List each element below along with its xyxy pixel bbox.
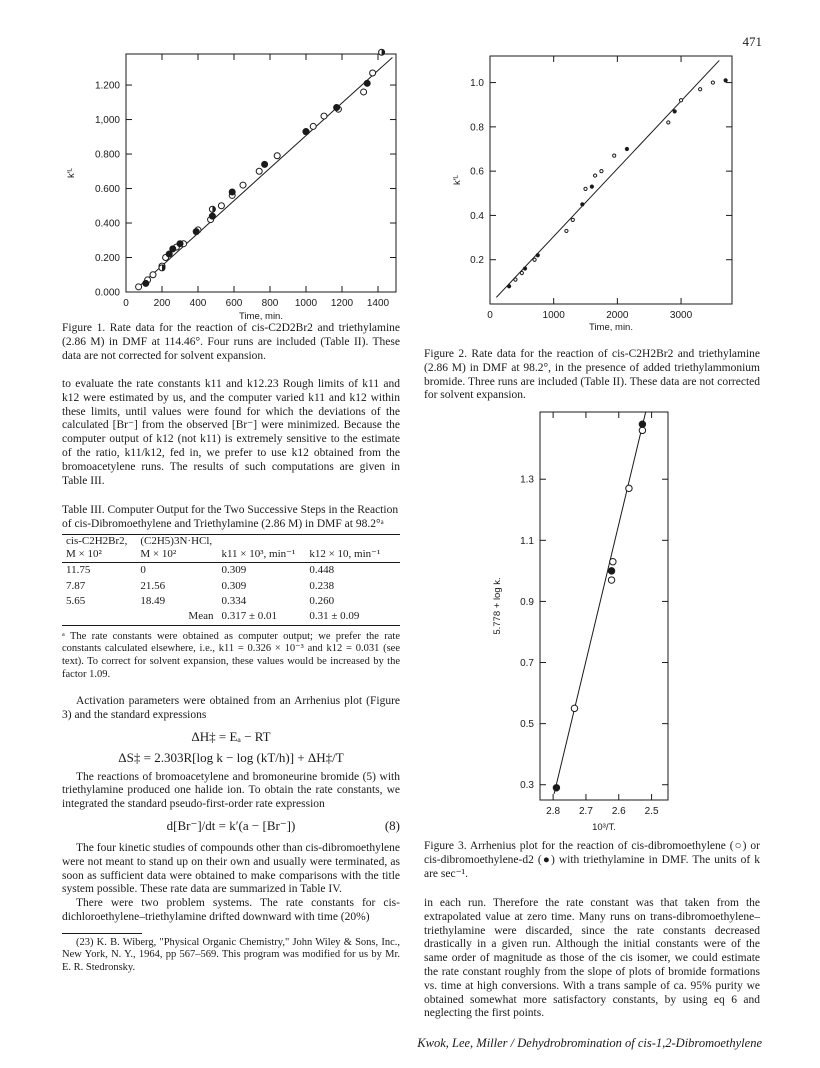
y-tick-label: 0.200: [94, 253, 120, 265]
y-axis-label: 5.778 + log k.: [492, 577, 503, 635]
table-cell: 18.49: [140, 595, 166, 608]
y-tick-label: 0.6: [470, 166, 484, 178]
data-point-open: [310, 123, 316, 129]
data-point-open: [571, 705, 577, 711]
footnote-23: (23) K. B. Wiberg, "Physical Organic Chemistry," John Wiley & Sons, Inc., New York, N. Y., 1964, pp 567–569. This program was modified for us by Mr. E. R. Stedronsky.: [62, 936, 400, 973]
x-tick-label: 600: [225, 298, 243, 309]
equation-entropy: ΔS‡ = 2.303R[log k − log (kT/h)] + ΔH‡/T: [118, 749, 344, 765]
table-cell: 11.75: [66, 564, 91, 577]
y-tick-label: 0.3: [520, 780, 534, 792]
running-footer: Kwok, Lee, Miller / Dehydrobromination of cis-1,2-Dibromoethylene: [417, 1036, 762, 1050]
column-1: [62, 378, 400, 975]
table-cell: 0.317 ± 0.01: [221, 610, 278, 623]
plot-frame: [540, 412, 668, 800]
data-point-filled: [262, 161, 268, 167]
table-cell: 7.87: [66, 579, 86, 592]
figure-3: [480, 408, 700, 840]
data-point-filled: [193, 229, 199, 235]
data-point-open: [610, 559, 616, 565]
data-point-open: [571, 218, 574, 221]
data-point-open: [608, 577, 614, 583]
x-tick-label: 1200: [330, 298, 354, 309]
figure-1-caption: Figure 1. Rate data for the reaction of cis-C2D2Br2 and triethylamine (2.86 M) in DMF at 114.46°. Four runs are included (Table II). These data are not corrected for solvent expansion.: [62, 322, 400, 362]
data-point-filled: [364, 80, 370, 86]
page-number: 471: [742, 34, 762, 49]
x-tick-label: 1000: [294, 298, 318, 309]
data-point-filled: [177, 241, 183, 247]
equation-enthalpy: ΔH‡ = Eₐ − RT: [191, 728, 271, 744]
x-tick-label: 1400: [366, 298, 390, 309]
table-cell: 21.56: [140, 579, 166, 592]
figure-3-caption: Figure 3. Arrhenius plot for the reaction of cis-dibromoethylene (○) or cis-dibromoethylene-d2 (●) with triethylamine in DMF. The units of k are sec⁻¹.: [424, 840, 760, 880]
data-point-open: [321, 113, 327, 119]
data-point-filled: [170, 246, 176, 252]
y-tick-label: 0.4: [470, 210, 484, 222]
data-point-open: [667, 121, 670, 124]
table-header: k11 × 10³, min⁻¹: [221, 547, 296, 560]
x-tick-label: 200: [153, 298, 171, 309]
data-point-filled: [581, 203, 584, 206]
table-cell: 0.448: [309, 564, 335, 577]
x-axis-label: Time, min.: [239, 311, 283, 322]
figure-3-plot: [480, 408, 700, 840]
figure-2-caption: Figure 2. Rate data for the reaction of cis-C2H2Br2 and triethylamine (2.86 M) in DMF at 98.2°, in the presence of added triethylammonium bromide. Three runs are included (Table II). These data are not corrected for solvent expansion.: [424, 348, 760, 402]
table-cell: 0.334: [221, 595, 247, 608]
data-point-open: [256, 168, 262, 174]
table-mean-label: Mean: [188, 610, 214, 623]
data-point-filled: [536, 254, 539, 257]
data-point-open: [533, 258, 536, 261]
figure-1: [62, 48, 402, 320]
paragraph-problem-systems: There were two problem systems. The rate constants for cis-dichloroethylene–triethylamine drifted downward with time (20%): [62, 897, 400, 923]
y-tick-label: 0.2: [470, 255, 484, 267]
table-cell: 5.65: [66, 595, 86, 608]
data-point-open: [240, 182, 246, 188]
data-point-open: [613, 154, 616, 157]
x-tick-label: 1000: [542, 310, 565, 321]
data-point-filled: [229, 189, 235, 195]
fit-line: [137, 57, 393, 288]
x-tick-label: 400: [189, 298, 207, 309]
data-point-open: [136, 284, 142, 290]
data-point-filled: [303, 129, 309, 135]
data-point-open: [626, 485, 632, 491]
data-point-open: [711, 81, 714, 84]
x-tick-label: 2000: [606, 310, 629, 321]
table-3-title: Table III. Computer Output for the Two Successive Steps in the Reaction of cis-Dibromoethylene and Triethylamine (2.86 M) in DMF at 98.2°ᵃ: [62, 504, 399, 531]
data-point-open: [150, 272, 156, 278]
paragraph-trans: in each run. Therefore the rate constant was that taken from the extrapolated value at zero time. Many runs on trans-dibromoethylene–triethylamine were discarded, since the rate constants decreased drastically in a given run. Although the initial constants were of the same order of magnitude as those of the cis isomer, we could estimate the rate constant roughly from the slope of plots of bromide formations vs. time at high conversions. With a trans sample of ca. 95% purity we obtained somewhat more satisfactory constants, by using eq 6 and neglecting the first points.: [424, 897, 760, 1020]
data-point-filled: [590, 185, 593, 188]
paragraph-rate-constants: to evaluate the rate constants k11 and k12.23 Rough limits of k11 and k12 were estimated by us, and the computer varied k11 and k12 within these limits, until values were found for which the deviations of the calculated [Br⁻] from the observed [Br⁻] were minimized. Because the computer output of k12 (not k11) is extremely sensitive to the estimate of the ratio, k11/k12, fed in, we prefer to use k12 obtained from the bromoacetylene runs. The results of such computations are given in Table III.: [62, 378, 400, 487]
data-point-filled: [143, 280, 149, 286]
table-header: k12 × 10, min⁻¹: [309, 547, 381, 560]
paragraph-kinetic-studies: The four kinetic studies of compounds other than cis-dibromoethylene were not meant to stand up on their own and usually were terminated, as soon as sufficient data were obtained to make comparisons with the title system possible. These rate data are summarized in Table IV.: [62, 841, 400, 896]
x-axis-label: 10³/T.: [592, 822, 616, 833]
x-tick-label: 800: [261, 298, 279, 309]
table-mean-row: [62, 609, 400, 624]
figure-2-plot: [442, 52, 742, 342]
table-cell: 0.309: [221, 579, 247, 592]
data-point-open: [218, 203, 224, 209]
y-axis-label: k'ᴸ: [66, 168, 77, 178]
data-point-open: [370, 70, 376, 76]
data-point-filled: [625, 147, 628, 150]
y-tick-label: 0.7: [520, 658, 534, 670]
table-header: cis-C2H2Br2, M × 10²: [66, 534, 128, 560]
y-axis-label: k'ᴸ: [452, 175, 463, 185]
data-point-open: [514, 278, 517, 281]
data-point-filled: [553, 785, 559, 791]
plot-frame: [490, 56, 732, 304]
table-row: [62, 579, 400, 594]
y-tick-label: 0.9: [520, 596, 534, 608]
data-point-open: [679, 99, 682, 102]
y-tick-label: 1.0: [470, 78, 484, 90]
equation-rate: d[Br⁻]/dt = k′(a − [Br⁻]): [166, 817, 296, 833]
y-tick-label: 1,000: [94, 115, 120, 127]
table-3-note: ᵃ The rate constants were obtained as computer output; we prefer the rate constants calculated elsewhere, i.e., k11 = 0.326 × 10⁻³ and k12 = 0.031 (see text). To correct for solvent expansion, these values would be increased by the factor 1.09.: [62, 630, 400, 680]
x-tick-label: 0: [123, 298, 129, 309]
data-point-open: [274, 153, 280, 159]
data-point-open: [639, 427, 645, 433]
data-point-filled: [639, 421, 645, 427]
table-cell: 0.238: [309, 579, 335, 592]
equation-number: (8): [384, 817, 400, 833]
table-cell: 0.309: [221, 564, 247, 577]
data-point-filled: [334, 104, 340, 110]
data-point-filled: [209, 213, 215, 219]
data-point-open: [584, 187, 587, 190]
data-point-filled: [508, 285, 511, 288]
y-tick-label: 0.000: [94, 287, 120, 299]
y-tick-label: 0.800: [94, 149, 120, 161]
x-tick-label: 2.5: [644, 806, 659, 817]
x-tick-label: 0: [487, 310, 493, 321]
x-tick-label: 2.7: [578, 806, 593, 817]
data-point-open: [699, 88, 702, 91]
y-tick-label: 0.400: [94, 218, 120, 230]
data-point-filled: [608, 568, 614, 574]
data-point-open: [361, 89, 367, 95]
data-point-open: [600, 170, 603, 173]
y-tick-label: 1.1: [520, 535, 534, 547]
data-point-filled: [673, 110, 676, 113]
table-cell: 0.31 ± 0.09: [309, 610, 360, 623]
column-2: [424, 897, 760, 1021]
table-header: (C2H5)3N·HCl, M × 10²: [140, 534, 213, 560]
y-tick-label: 1.200: [94, 80, 120, 92]
data-point-filled: [523, 267, 526, 270]
table-row: [62, 594, 400, 609]
x-tick-label: 3000: [669, 310, 693, 321]
fit-line: [496, 60, 719, 297]
y-tick-label: 0.600: [94, 184, 120, 196]
x-axis-label: Time, min.: [589, 322, 633, 333]
data-point-open: [520, 271, 523, 274]
data-point-filled: [724, 79, 727, 82]
paragraph-activation: Activation parameters were obtained from an Arrhenius plot (Figure 3) and the standard expressions: [62, 695, 400, 722]
figure-2: [442, 52, 742, 342]
x-tick-label: 2.6: [611, 806, 626, 817]
table-row: [62, 563, 400, 578]
fit-line: [554, 412, 646, 794]
table-cell: 0: [140, 564, 146, 577]
table-3: [62, 535, 400, 626]
data-point-open: [565, 229, 568, 232]
y-tick-label: 0.8: [470, 122, 484, 134]
paragraph-bromoacetylene: The reactions of bromoacetylene and bromoneurine bromide (5) with triethylamine produced one halide ion. To obtain the rate constants, we integrated the standard pseudo-first-order rate expression: [62, 770, 400, 811]
figure-1-plot: [62, 48, 402, 320]
y-tick-label: 1.3: [520, 474, 534, 486]
x-tick-label: 2.8: [546, 806, 561, 817]
y-tick-label: 0.5: [520, 719, 534, 731]
table-cell: 0.260: [309, 595, 335, 608]
data-point-open: [593, 174, 596, 177]
